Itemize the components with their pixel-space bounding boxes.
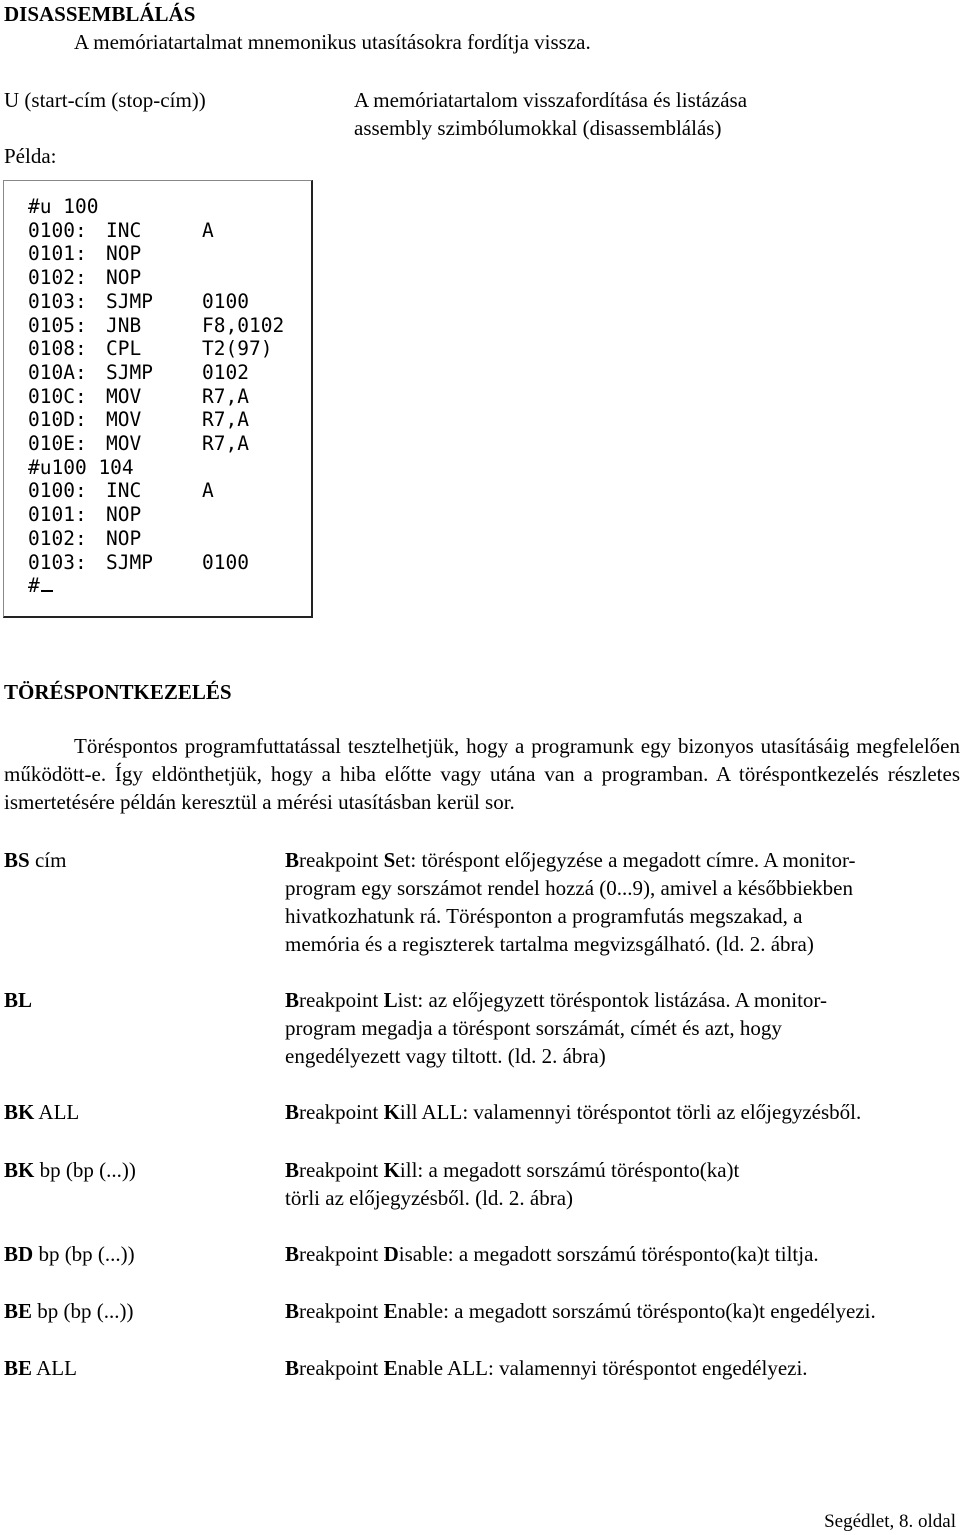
description-text: törli az előjegyzésből. (ld. 2. ábra) — [285, 1186, 574, 1210]
description-line — [285, 1354, 955, 1382]
description-text: nable: a megadott sorszámú törésponto(ka)t engedélyezi. — [397, 1299, 876, 1323]
terminal-operand: T2(97) — [202, 337, 273, 361]
mnemonic-letter: S — [383, 848, 396, 872]
terminal-line — [28, 195, 98, 219]
description-text: reakpoint — [299, 848, 384, 872]
terminal-opcode: CPL — [106, 337, 142, 361]
terminal-line — [28, 551, 249, 575]
command-keyword: BK — [4, 1158, 35, 1182]
terminal-operand: R7,A — [202, 408, 249, 432]
terminal-address: 0102: — [28, 526, 87, 550]
command-keyword: BL — [4, 988, 33, 1012]
mnemonic-letter: B — [285, 1242, 300, 1266]
description-line — [285, 1184, 955, 1212]
mnemonic-letter: B — [285, 1356, 300, 1380]
command-args: bp (bp (...)) — [33, 1242, 135, 1266]
command-args: ALL — [34, 1100, 80, 1124]
mnemonic-letter: K — [383, 1100, 400, 1124]
command-description — [285, 1240, 955, 1268]
command-description — [285, 986, 955, 1070]
description-text: program egy sorszámot rendel hozzá (0...9), amivel a későbbiekben — [285, 876, 853, 900]
terminal-operand: A — [202, 479, 214, 503]
description-text: hivatkozhatunk rá. Törésponton a programfutás megszakad, a — [285, 904, 803, 928]
command-syntax — [4, 846, 66, 874]
terminal-address: 0105: — [28, 313, 87, 337]
section-title-disassembly: DISASSEMBLÁLÁS — [4, 2, 196, 26]
command-description — [285, 1156, 955, 1212]
terminal-address: 0101: — [28, 242, 87, 266]
description-text: memória és a regiszterek tartalma megvizsgálható. (ld. 2. ábra) — [285, 932, 814, 956]
terminal-opcode: SJMP — [106, 550, 153, 574]
terminal-operand: R7,A — [202, 384, 249, 408]
description-line — [285, 1014, 955, 1042]
mnemonic-letter: B — [285, 848, 300, 872]
terminal-screenshot — [3, 180, 313, 618]
terminal-opcode: JNB — [106, 313, 142, 337]
mnemonic-letter: E — [383, 1356, 398, 1380]
mnemonic-letter: E — [383, 1299, 398, 1323]
terminal-line — [28, 432, 249, 456]
description-line — [285, 1240, 955, 1268]
command-keyword: BS — [4, 848, 30, 872]
description-text: isable: a megadott sorszámú törésponto(ka)t tiltja. — [398, 1242, 819, 1266]
mnemonic-letter: B — [285, 988, 300, 1012]
description-text: ill: a megadott sorszámú törésponto(ka)t — [399, 1158, 740, 1182]
terminal-address: 0102: — [28, 266, 87, 290]
description-line — [285, 986, 955, 1014]
mnemonic-letter: K — [383, 1158, 400, 1182]
terminal-prompt — [28, 574, 53, 598]
section-paragraph: Töréspontos programfuttatással tesztelhetjük, hogy a programunk egy bizonyos utasításáig megfelelően működött-e. Így eldönthetjük, hogy a hiba előtte vagy utána van a programban. A töréspontkezelés részletes ismertetésére példán keresztül a mérési utasításban kerül sor. — [4, 734, 960, 814]
description-line — [285, 902, 955, 930]
command-args: ALL — [32, 1356, 77, 1380]
terminal-line — [28, 290, 249, 314]
terminal-line — [28, 527, 202, 551]
terminal-address: 0101: — [28, 503, 87, 527]
description-line — [285, 1297, 955, 1325]
prompt-symbol: # — [28, 574, 40, 598]
terminal-address: 010C: — [28, 384, 87, 408]
mnemonic-letter: B — [285, 1299, 300, 1323]
terminal-line — [28, 479, 214, 503]
description-line — [285, 1042, 955, 1070]
terminal-opcode: NOP — [106, 266, 142, 290]
section-title-breakpoints: TÖRÉSPONTKEZELÉS — [4, 680, 232, 704]
description-line — [285, 846, 955, 874]
command-syntax — [4, 1297, 134, 1325]
terminal-address: 0103: — [28, 550, 87, 574]
mnemonic-letter: B — [285, 1100, 300, 1124]
terminal-opcode: NOP — [106, 503, 142, 527]
terminal-line — [28, 266, 202, 290]
command-description — [285, 1098, 955, 1126]
terminal-opcode: SJMP — [106, 289, 153, 313]
command-syntax — [4, 1098, 79, 1126]
terminal-line — [28, 361, 249, 385]
command-description-line: assembly szimbólumokkal (disassemblálás) — [354, 116, 722, 140]
command-syntax — [4, 1156, 136, 1184]
terminal-address: 010A: — [28, 360, 87, 384]
terminal-operand: A — [202, 218, 214, 242]
description-line — [285, 1156, 955, 1184]
terminal-line — [28, 408, 249, 432]
terminal-address: 0108: — [28, 337, 87, 361]
command-args: cím — [29, 848, 67, 872]
terminal-opcode: SJMP — [106, 360, 153, 384]
terminal-operand: 0100 — [202, 550, 249, 574]
command-keyword: BE — [4, 1356, 33, 1380]
mnemonic-letter: B — [285, 1158, 300, 1182]
command-syntax-u: U (start-cím (stop-cím)) — [4, 88, 206, 112]
section-description: A memóriatartalmat mnemonikus utasításokra fordítja vissza. — [74, 30, 591, 54]
description-text: reakpoint — [299, 1100, 384, 1124]
description-line — [285, 1098, 955, 1126]
terminal-opcode: INC — [106, 218, 142, 242]
description-text: nable ALL: valamennyi töréspontot engedélyezi. — [397, 1356, 808, 1380]
terminal-operand: 0100 — [202, 289, 249, 313]
description-text: reakpoint — [299, 1242, 384, 1266]
command-args: bp (bp (...)) — [32, 1299, 134, 1323]
terminal-address: 0100: — [28, 218, 87, 242]
terminal-opcode: MOV — [106, 432, 142, 455]
description-text: reakpoint — [299, 1158, 384, 1182]
example-label: Példa: — [4, 144, 57, 168]
terminal-command: #u100 104 — [28, 455, 134, 479]
terminal-opcode: NOP — [106, 526, 142, 550]
page-footer: Segédlet, 8. oldal — [824, 1511, 956, 1532]
mnemonic-letter: D — [383, 1242, 399, 1266]
terminal-address: 0100: — [28, 479, 87, 503]
terminal-operand: R7,A — [202, 432, 249, 455]
command-syntax — [4, 1354, 77, 1382]
command-keyword: BD — [4, 1242, 34, 1266]
terminal-operand: 0102 — [202, 360, 249, 384]
description-text: reakpoint — [299, 1299, 384, 1323]
command-description-u — [354, 86, 914, 142]
terminal-command: #u 100 — [28, 195, 99, 218]
terminal-line — [28, 385, 249, 409]
cursor-icon — [41, 590, 53, 592]
terminal-address: 010E: — [28, 432, 87, 455]
terminal-opcode: NOP — [106, 242, 142, 266]
mnemonic-letter: L — [383, 988, 398, 1012]
terminal-operand: F8,0102 — [202, 313, 285, 337]
description-text: program megadja a töréspont sorszámát, címét és azt, hogy — [285, 1016, 782, 1040]
terminal-line — [28, 337, 272, 361]
terminal-line — [28, 456, 134, 480]
terminal-opcode: MOV — [106, 408, 142, 432]
description-line — [285, 930, 955, 958]
terminal-line — [28, 314, 284, 338]
command-keyword: BK — [4, 1100, 35, 1124]
description-text: ist: az előjegyzett töréspontok listázása. A monitor- — [397, 988, 827, 1012]
description-text: reakpoint — [299, 988, 384, 1012]
description-text: et: töréspont előjegyzése a megadott címre. A monitor- — [395, 848, 856, 872]
description-line — [285, 874, 955, 902]
command-syntax — [4, 986, 32, 1014]
terminal-opcode: MOV — [106, 384, 142, 408]
terminal-address: 0103: — [28, 289, 87, 313]
description-text: ill ALL: valamennyi töréspontot törli az előjegyzésből. — [399, 1100, 862, 1124]
command-description — [285, 1297, 955, 1325]
terminal-address: 010D: — [28, 408, 87, 432]
command-keyword: BE — [4, 1299, 33, 1323]
description-text: reakpoint — [299, 1356, 384, 1380]
terminal-opcode: INC — [106, 479, 142, 503]
command-syntax — [4, 1240, 135, 1268]
command-description-line: A memóriatartalom visszafordítása és listázása — [354, 88, 748, 112]
description-text: engedélyezett vagy tiltott. (ld. 2. ábra) — [285, 1044, 606, 1068]
terminal-line — [28, 219, 214, 243]
command-description — [285, 846, 955, 958]
command-args: bp (bp (...)) — [34, 1158, 136, 1182]
terminal-line — [28, 503, 202, 527]
command-description — [285, 1354, 955, 1382]
terminal-line — [28, 242, 202, 266]
